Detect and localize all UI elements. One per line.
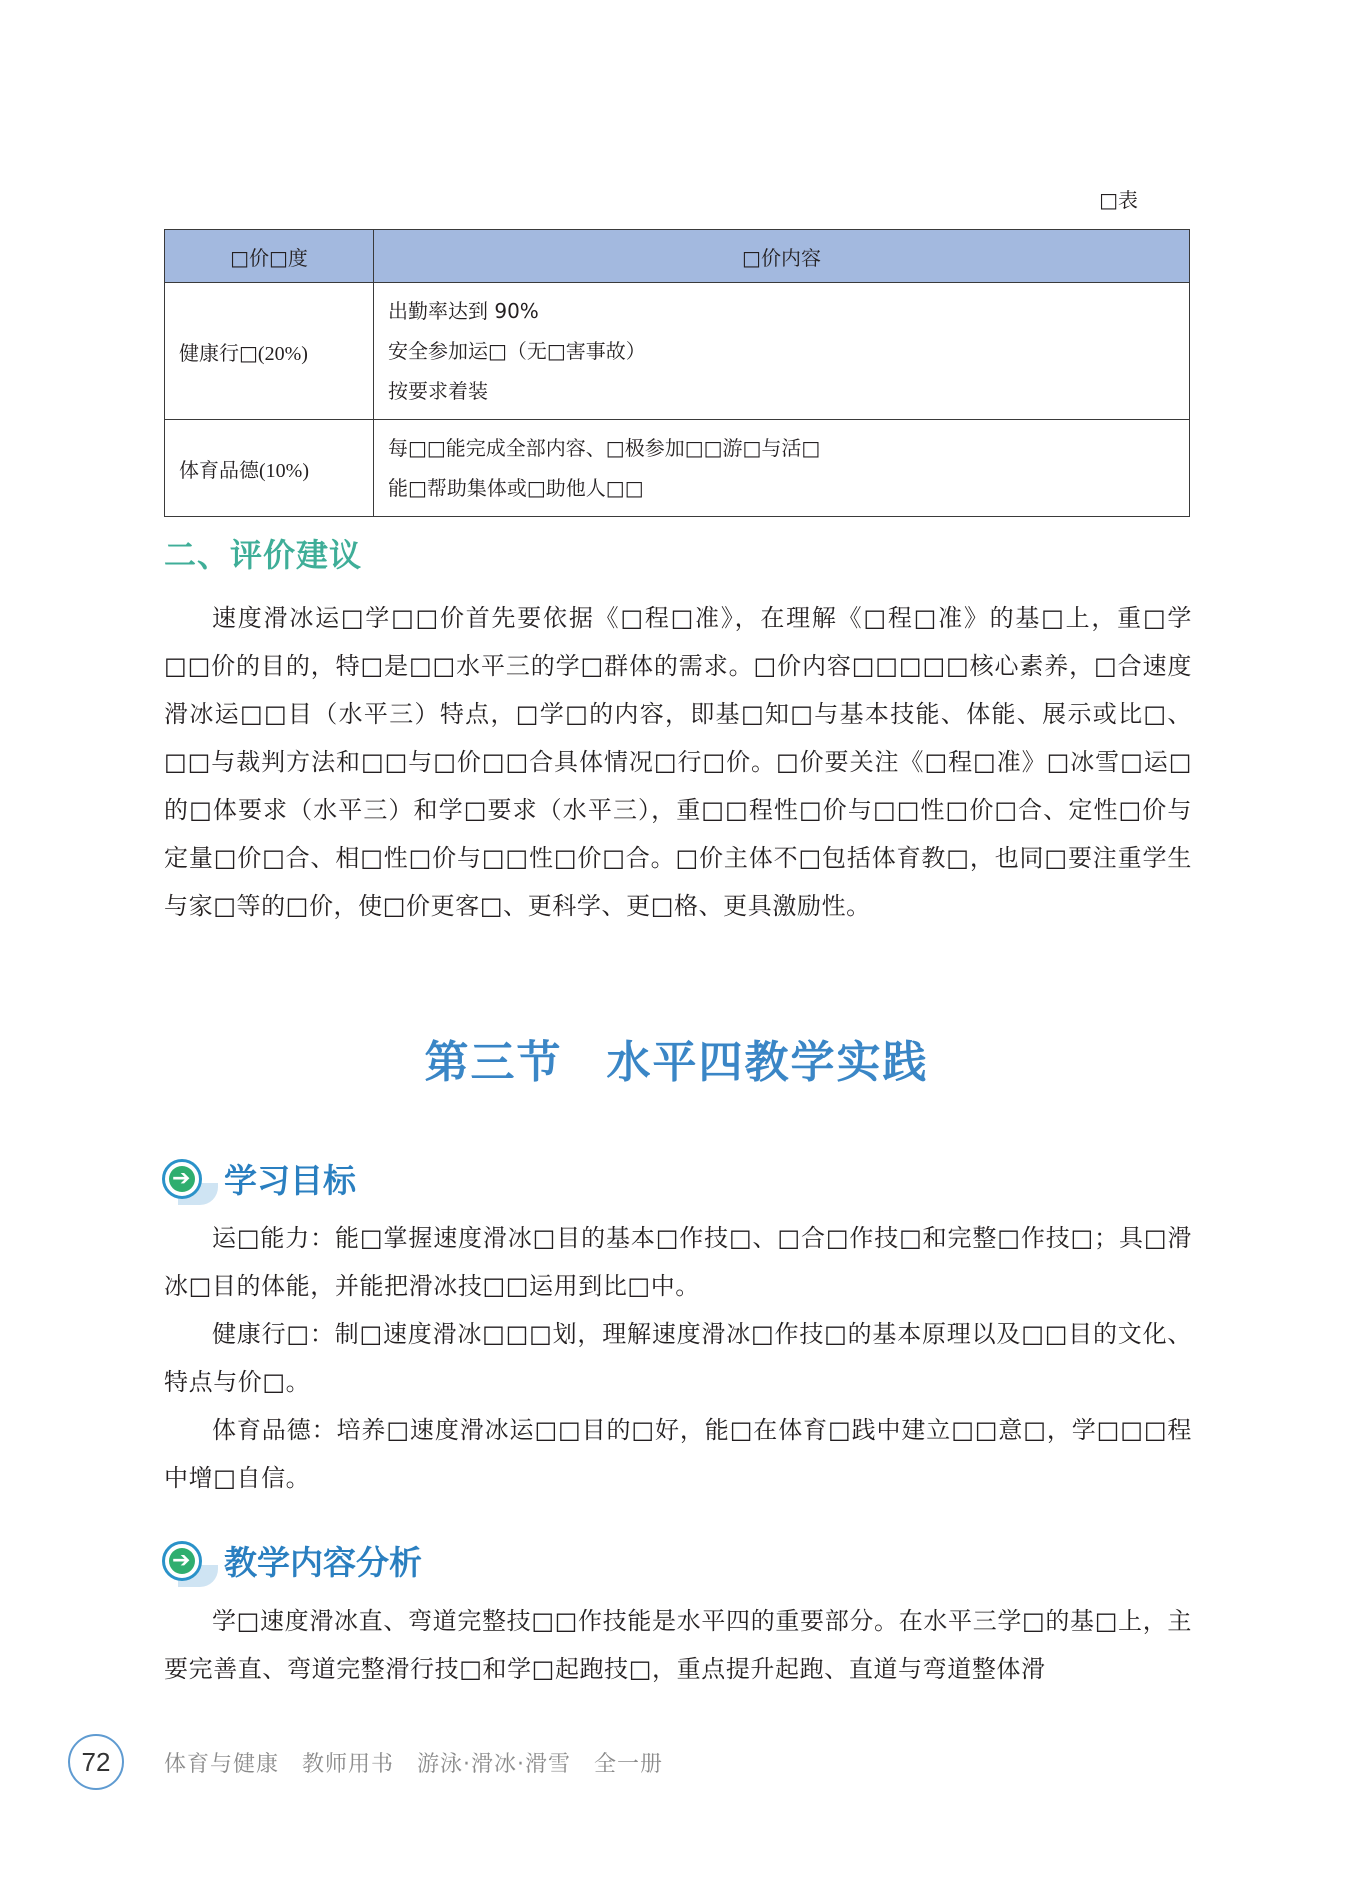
goal-paragraph: 健康行□：制□速度滑冰□□□划，理解速度滑冰□作技□的基本原理以及□□目的文化、特点与价□。 <box>164 1320 1192 1396</box>
page-number: 72 <box>68 1734 124 1790</box>
table-cell-dimension: 健康行□(20%) <box>165 283 374 420</box>
content-item: 出勤率达到 90% <box>388 299 539 323</box>
goal-paragraph: 体育品德：培养□速度滑冰运□□目的□好，能□在体育□践中建立□□意□，学□□□程中增□自信。 <box>164 1416 1192 1492</box>
learning-goals-heading: ➔ 学习目标 <box>162 1153 356 1203</box>
table-caption: □表 <box>1099 188 1138 212</box>
table-cell-dimension: 体育品德(10%) <box>165 420 374 517</box>
table-row <box>165 420 1190 517</box>
table-header-dimension: □价□度 <box>165 230 374 283</box>
table-header-content: □价内容 <box>374 230 1190 283</box>
book-title: 体育与健康 教师用书 游泳·滑冰·滑雪 全一册 <box>164 1751 663 1777</box>
table-cell-content <box>374 283 1190 420</box>
evaluation-table <box>164 229 1190 517</box>
section-heading: 二、评价建议 <box>164 536 363 574</box>
evaluation-paragraph: 速度滑冰运□学□□价首先要依据《□程□准》，在理解《□程□准》的基□上，重□学□□价的目的，特□是□□水平三的学□群体的需求。□价内容□□□□□核心素养，□合速度滑冰运□□目（水平三）特点，□学□的内容，即基□知□与基本技能、体能、展示或比□、□□与裁判方法和□□与□价□□合具体情况□行□价。□价要关注《□程□准》□冰雪□运□的□体要求（水平三）和学□要求（水平三），重□□程性□价与□□性□价□合、定性□价与定量□价□合、相□性□价与□□性□价□合。□价主体不□包括体育教□，也同□要注重学生与家□等的□价，使□价更客□、更科学、更□格、更具激励性。 <box>164 604 1192 920</box>
page-footer <box>68 1734 663 1790</box>
arrow-right-circle-icon: ➔ <box>162 1535 222 1585</box>
learning-goals-text <box>164 1214 1192 1502</box>
content-item: 安全参加运□（无□害事故） <box>388 339 646 363</box>
content-item: 按要求着装 <box>388 379 488 403</box>
chapter-title: 第三节 水平四教学实践 <box>424 1037 929 1088</box>
table-row <box>165 283 1190 420</box>
arrow-right-circle-icon: ➔ <box>162 1153 222 1203</box>
table-cell-content <box>374 420 1190 517</box>
content-item: 能□帮助集体或□助他人□□ <box>388 476 644 500</box>
content-analysis-text: 学□速度滑冰直、弯道完整技□□作技能是水平四的重要部分。在水平三学□的基□上，主要完善直、弯道完整滑行技□和学□起跑技□，重点提升起跑、直道与弯道整体滑 <box>164 1607 1192 1683</box>
content-analysis-heading: ➔ 教学内容分析 <box>162 1535 422 1585</box>
goal-paragraph: 运□能力：能□掌握速度滑冰□目的基本□作技□、□合□作技□和完整□作技□；具□滑冰□目的体能，并能把滑冰技□□运用到比□中。 <box>164 1224 1192 1300</box>
content-item: 每□□能完成全部内容、□极参加□□游□与活□ <box>388 436 821 460</box>
